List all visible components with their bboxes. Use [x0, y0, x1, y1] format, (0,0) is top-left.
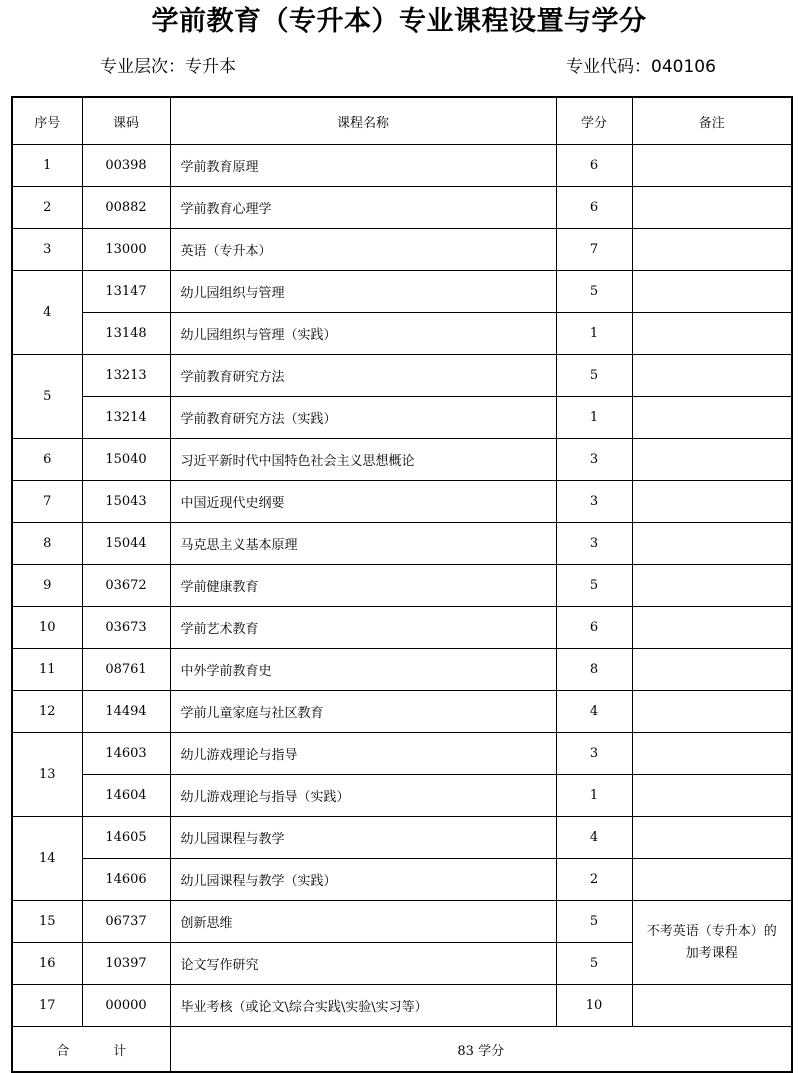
row-name: 英语（专升本） [170, 229, 556, 271]
row-seq: 14 [12, 817, 82, 901]
row-note [632, 691, 792, 733]
table-row [12, 859, 792, 901]
row-credit: 6 [556, 145, 632, 187]
row-code: 03672 [82, 565, 170, 607]
header-code: 课码 [82, 97, 170, 145]
row-name: 马克思主义基本原理 [170, 523, 556, 565]
row-seq: 7 [12, 481, 82, 523]
row-name: 幼儿园组织与管理（实践） [170, 313, 556, 355]
row-credit: 3 [556, 523, 632, 565]
page-title: 学前教育（专升本）专业课程设置与学分 [151, 6, 647, 37]
row-name: 学前健康教育 [170, 565, 556, 607]
header-name: 课程名称 [170, 97, 556, 145]
row-name: 创新思维 [170, 901, 556, 943]
row-note [632, 481, 792, 523]
row-note [632, 313, 792, 355]
row-credit: 5 [556, 901, 632, 943]
row-seq: 12 [12, 691, 82, 733]
header-credit: 学分 [556, 97, 632, 145]
row-name: 习近平新时代中国特色社会主义思想概论 [170, 439, 556, 481]
row-name: 学前艺术教育 [170, 607, 556, 649]
table-row [12, 649, 792, 691]
row-code: 14603 [82, 733, 170, 775]
row-code: 15044 [82, 523, 170, 565]
row-name: 幼儿园课程与教学（实践） [170, 859, 556, 901]
row-credit: 7 [556, 229, 632, 271]
note-line-2: 加考课程 [685, 945, 738, 961]
row-code: 06737 [82, 901, 170, 943]
row-code: 15040 [82, 439, 170, 481]
table-row [12, 313, 792, 355]
row-code: 00000 [82, 985, 170, 1027]
row-seq: 4 [12, 271, 82, 355]
row-note [632, 229, 792, 271]
row-seq: 17 [12, 985, 82, 1027]
row-note [632, 565, 792, 607]
total-label-b: 计 [113, 1043, 127, 1059]
row-note [632, 523, 792, 565]
row-seq: 10 [12, 607, 82, 649]
row-note [632, 271, 792, 313]
row-seq: 3 [12, 229, 82, 271]
table-row [12, 187, 792, 229]
row-code: 13214 [82, 397, 170, 439]
row-name: 幼儿游戏理论与指导（实践） [170, 775, 556, 817]
row-note [632, 817, 792, 859]
row-code: 13147 [82, 271, 170, 313]
header-note: 备注 [632, 97, 792, 145]
row-credit: 5 [556, 271, 632, 313]
row-name: 学前儿童家庭与社区教育 [170, 691, 556, 733]
row-credit: 5 [556, 943, 632, 985]
table-header-row [12, 97, 792, 145]
table-row [12, 481, 792, 523]
table-row [12, 397, 792, 439]
table-row [12, 523, 792, 565]
row-credit: 2 [556, 859, 632, 901]
total-row [12, 1027, 792, 1073]
row-name: 毕业考核（或论文\综合实践\实验\实习等） [170, 985, 556, 1027]
row-code: 13000 [82, 229, 170, 271]
row-seq: 8 [12, 523, 82, 565]
row-seq: 13 [12, 733, 82, 817]
row-code: 00398 [82, 145, 170, 187]
major-level: 专业层次：专升本 [100, 57, 236, 77]
table-row [12, 565, 792, 607]
row-credit: 4 [556, 817, 632, 859]
table-row [12, 733, 792, 775]
row-note [632, 733, 792, 775]
table-row [12, 229, 792, 271]
row-credit: 10 [556, 985, 632, 1027]
row-note [632, 649, 792, 691]
table-row [12, 355, 792, 397]
row-name: 学前教育研究方法 [170, 355, 556, 397]
row-name: 中外学前教育史 [170, 649, 556, 691]
row-name: 学前教育心理学 [170, 187, 556, 229]
row-name: 论文写作研究 [170, 943, 556, 985]
row-credit: 8 [556, 649, 632, 691]
row-seq: 2 [12, 187, 82, 229]
table-row [12, 145, 792, 187]
row-credit: 4 [556, 691, 632, 733]
table-row [12, 775, 792, 817]
row-seq: 6 [12, 439, 82, 481]
row-credit: 1 [556, 313, 632, 355]
row-credit: 3 [556, 733, 632, 775]
row-note [632, 607, 792, 649]
row-credit: 5 [556, 565, 632, 607]
row-code: 14494 [82, 691, 170, 733]
row-seq: 1 [12, 145, 82, 187]
row-note [632, 439, 792, 481]
row-name: 幼儿园课程与教学 [170, 817, 556, 859]
row-code: 14606 [82, 859, 170, 901]
row-note [632, 859, 792, 901]
table-row [12, 901, 792, 943]
row-code: 08761 [82, 649, 170, 691]
row-note-extra-courses [632, 901, 792, 985]
row-code: 03673 [82, 607, 170, 649]
total-value: 83 学分 [170, 1027, 792, 1073]
row-name: 学前教育原理 [170, 145, 556, 187]
row-note [632, 355, 792, 397]
note-line-1: 不考英语（专升本）的 [646, 923, 777, 939]
table-row [12, 271, 792, 313]
course-table [11, 96, 793, 1073]
total-label [12, 1027, 170, 1073]
row-credit: 1 [556, 397, 632, 439]
row-credit: 3 [556, 481, 632, 523]
table-row [12, 817, 792, 859]
row-credit: 1 [556, 775, 632, 817]
row-name: 幼儿游戏理论与指导 [170, 733, 556, 775]
table-row [12, 439, 792, 481]
major-code: 专业代码：040106 [566, 57, 716, 77]
row-code: 15043 [82, 481, 170, 523]
row-seq: 16 [12, 943, 82, 985]
row-seq: 11 [12, 649, 82, 691]
row-code: 00882 [82, 187, 170, 229]
table-row [12, 985, 792, 1027]
table-row [12, 691, 792, 733]
table-row [12, 607, 792, 649]
row-credit: 3 [556, 439, 632, 481]
row-note [632, 775, 792, 817]
row-seq: 5 [12, 355, 82, 439]
row-note [632, 985, 792, 1027]
row-code: 13148 [82, 313, 170, 355]
row-credit: 6 [556, 187, 632, 229]
header-seq: 序号 [12, 97, 82, 145]
row-name: 幼儿园组织与管理 [170, 271, 556, 313]
row-name: 学前教育研究方法（实践） [170, 397, 556, 439]
row-code: 13213 [82, 355, 170, 397]
row-note [632, 145, 792, 187]
row-code: 14605 [82, 817, 170, 859]
row-credit: 6 [556, 607, 632, 649]
row-note [632, 187, 792, 229]
row-seq: 15 [12, 901, 82, 943]
row-code: 14604 [82, 775, 170, 817]
row-credit: 5 [556, 355, 632, 397]
row-note [632, 397, 792, 439]
total-label-a: 合 [56, 1043, 70, 1059]
row-seq: 9 [12, 565, 82, 607]
row-code: 10397 [82, 943, 170, 985]
row-name: 中国近现代史纲要 [170, 481, 556, 523]
